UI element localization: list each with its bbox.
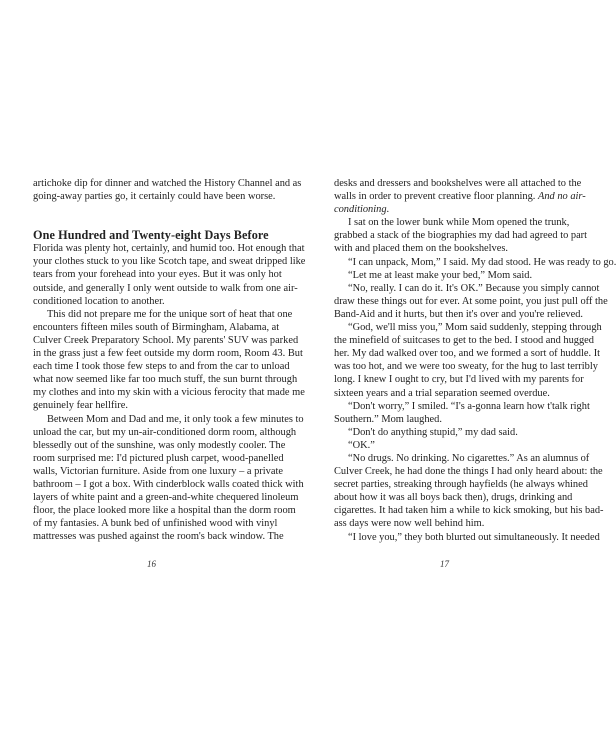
line-text: “OK.” xyxy=(348,439,375,451)
text-line xyxy=(334,242,568,255)
paragraph-continuation xyxy=(33,177,302,203)
section-heading: One Hundred and Twenty-eight Days Before xyxy=(33,228,269,243)
text-line xyxy=(334,203,568,216)
text-line xyxy=(334,334,594,347)
text-line xyxy=(33,399,267,412)
line-text: my clothes and into my skin with a vicious ferocity that made me xyxy=(33,387,305,399)
line-text: Band-Aid and it hurts, but then it's over and you're relieved. xyxy=(334,308,584,320)
text-line xyxy=(33,491,299,504)
text-line xyxy=(33,347,303,360)
text-line xyxy=(334,531,600,544)
line-text: her. My dad walked over too, and we formed a sort of huddle. It xyxy=(334,348,601,360)
text-line xyxy=(33,190,276,203)
line-text: bathroom – I got a box. With cinderblock walls coated thick with xyxy=(33,478,304,490)
text-line xyxy=(33,504,296,517)
text-line xyxy=(334,517,568,530)
line-text: “I can unpack, Mom,” I said. My dad stood. He was ready to go. xyxy=(348,256,616,268)
line-text: ass days were now well behind him. xyxy=(334,518,485,530)
text-line xyxy=(33,295,267,308)
line-text: Culver Creek Preparatory School. My parents' SUV was parked xyxy=(33,334,299,346)
line-text: Between Mom and Dad and me, it only took a few minutes to xyxy=(47,413,304,425)
text-line xyxy=(33,373,298,386)
text-line xyxy=(334,308,584,321)
text-line xyxy=(33,426,297,439)
text-line xyxy=(334,491,573,504)
text-line xyxy=(334,229,588,242)
text-line xyxy=(33,530,284,543)
line-text: tears from your forehead into your eyes. But it was only hot xyxy=(33,269,282,281)
text-line xyxy=(33,386,305,399)
text-line xyxy=(334,256,616,269)
text-line xyxy=(334,413,568,426)
line-text: with and placed them on the bookshelves. xyxy=(334,243,509,255)
line-text: walls, Victorian furniture. Aside from one luxury – a private xyxy=(33,465,283,477)
text-line xyxy=(334,478,588,491)
line-text: your clothes stuck to you like Scotch tape, and sweat dripped like xyxy=(33,256,306,268)
line-text: Culver Creek, he had done the things I had only heard about: the xyxy=(334,466,603,478)
text-line xyxy=(33,242,305,255)
line-text: “Don't do anything stupid,” my dad said. xyxy=(348,426,518,438)
line-text: walls in order to prevent creative floor planning. xyxy=(334,191,538,203)
line-text: “Don't worry,” I smiled. “I's a-gonna learn how t'talk right xyxy=(348,400,590,412)
text-line xyxy=(334,269,568,282)
text-line xyxy=(33,268,282,281)
text-line xyxy=(33,360,290,373)
line-text: conditioned location to another. xyxy=(33,295,165,307)
line-text-tail: . xyxy=(386,204,390,216)
section-gap xyxy=(33,203,267,229)
line-text: in the grass just a few feet outside my dorm room, Room 43. But xyxy=(33,348,303,360)
line-text: about how it was all boys back then), drugs, drinking and xyxy=(334,492,573,504)
line-text: what now seemed like far too much stuff, the sun burnt through xyxy=(33,374,298,386)
text-line xyxy=(33,478,304,491)
text-line xyxy=(33,282,298,295)
line-text: was too hot, and we were too sweaty, for the hug to last terribly xyxy=(334,361,598,373)
text-line xyxy=(33,334,299,347)
line-text: “No drugs. No drinking. No cigarettes.” As an alumnus of xyxy=(348,452,590,464)
line-text: draw these things out for ever. At some point, you just pull off the xyxy=(334,295,608,307)
text-line xyxy=(33,255,306,268)
line-text: going-away parties go, it certainly could have been worse. xyxy=(33,191,276,203)
text-line xyxy=(33,439,286,452)
text-line xyxy=(334,360,598,373)
line-text: secret parties, streaking through hayfields (he always whined xyxy=(334,479,588,491)
line-text: I sat on the lower bunk while Mom opened the trunk, xyxy=(348,217,570,229)
text-line xyxy=(334,373,584,386)
text-line xyxy=(334,426,568,439)
line-text: mattresses was pushed against the room's back window. The xyxy=(33,531,284,543)
line-text: Florida was plenty hot, certainly, and humid too. Hot enough that xyxy=(33,243,305,255)
line-text: outside, and generally I only went outside to walk from one air- xyxy=(33,282,298,294)
line-text: “Let me at least make your bed,” Mom said. xyxy=(348,269,533,281)
left-page-text xyxy=(33,177,306,543)
italic-text: conditioning xyxy=(334,204,387,216)
text-line xyxy=(334,295,608,308)
text-line xyxy=(334,452,590,465)
line-text: This did not prepare me for the unique sort of heat that one xyxy=(47,308,293,320)
line-text: desks and dressers and bookshelves were all attached to the xyxy=(334,178,582,189)
italic-text: And no air- xyxy=(538,191,586,203)
text-line xyxy=(334,282,600,295)
text-line xyxy=(334,347,601,360)
text-line xyxy=(334,387,568,400)
text-line xyxy=(33,452,284,465)
text-line xyxy=(334,177,582,190)
line-text: genuinely fear hellfire. xyxy=(33,400,128,412)
text-line xyxy=(33,177,302,190)
line-text: “God, we'll miss you,” Mom said suddenly, stepping through xyxy=(348,322,602,334)
text-line xyxy=(334,504,604,517)
left-page xyxy=(0,0,306,750)
line-text: blessedly out of the sunshine, was only modestly cooler. The xyxy=(33,439,286,451)
right-page-body xyxy=(334,177,616,544)
line-text: layers of white paint and a green-and-white chequered linoleum xyxy=(33,492,299,504)
line-text: Southern.” Mom laughed. xyxy=(334,413,442,425)
text-line xyxy=(334,321,602,334)
text-line xyxy=(33,465,283,478)
text-line xyxy=(33,308,293,321)
right-page-text xyxy=(334,177,616,544)
text-line xyxy=(33,321,280,334)
text-line xyxy=(33,413,304,426)
line-text: the minefield of suitcases to get to the bed. I stood and hugged xyxy=(334,335,594,347)
line-text: sixteen years and a trial separation seemed overdue. xyxy=(334,387,550,399)
line-text: of my fantasies. A bunk bed of unfinished wood with vinyl xyxy=(33,518,278,530)
line-text: grabbed a stack of the biographies my dad had agreed to part xyxy=(334,230,588,242)
line-text: cigarettes. It had taken him a while to kick smoking, but his bad- xyxy=(334,505,604,517)
line-text: unload the car, but my un-air-conditioned dorm room, although xyxy=(33,426,297,438)
line-text: artichoke dip for dinner and watched the History Channel and as xyxy=(33,178,302,189)
text-line xyxy=(334,439,568,452)
line-text: floor, the place looked more like a hospital than the dorm room xyxy=(33,505,296,517)
text-line xyxy=(334,190,586,203)
page-number-left: 16 xyxy=(147,559,156,569)
page-number-right: 17 xyxy=(440,559,449,569)
text-line xyxy=(334,465,603,478)
section-body xyxy=(33,242,306,543)
line-text: long. I knew I ought to cry, but I'd lived with my parents for xyxy=(334,374,584,386)
line-text: room surprised me: I'd pictured plush carpet, wood-panelled xyxy=(33,452,284,464)
line-text: “I love you,” they both blurted out simultaneously. It needed xyxy=(348,531,600,543)
text-line xyxy=(33,517,278,530)
line-text: encounters fifteen miles south of Birmingham, Alabama, at xyxy=(33,321,280,333)
line-text: each time I took those few steps to and from the car to unload xyxy=(33,361,290,373)
text-line xyxy=(334,400,590,413)
line-text: “No, really. I can do it. It's OK.” Because you simply cannot xyxy=(348,282,600,294)
text-line xyxy=(334,216,568,229)
